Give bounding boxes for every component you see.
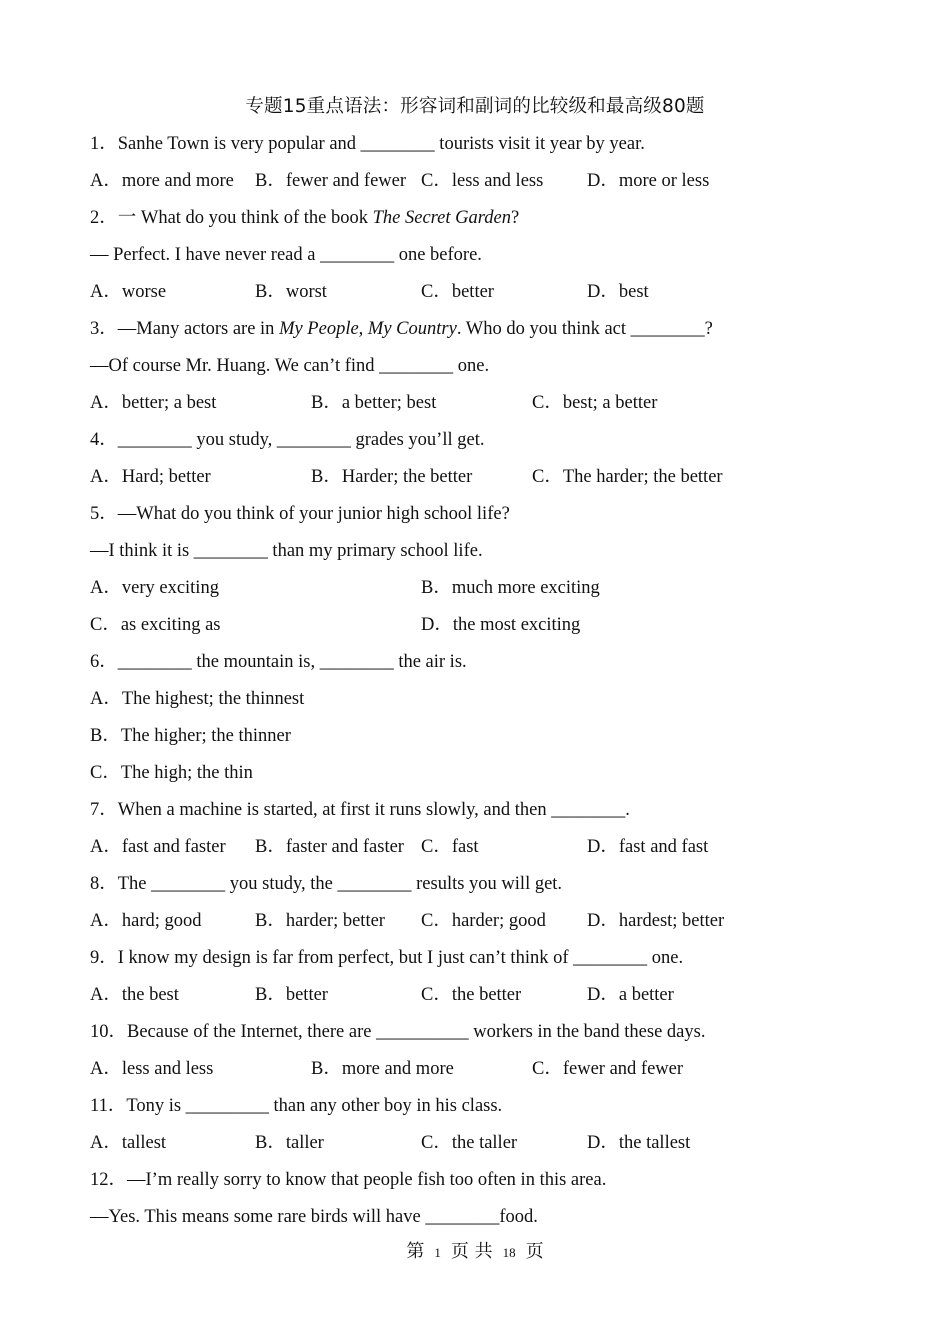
option-d: D．a better bbox=[587, 985, 674, 1005]
stem-text: 3．—Many actors are in bbox=[90, 319, 280, 339]
option-a: A．tallest bbox=[90, 1133, 167, 1153]
option-c: C．best; a better bbox=[532, 393, 658, 413]
question-stem: 8．The ________ you study, the ________ results you will get. bbox=[90, 874, 563, 894]
total-page-count: 18 bbox=[502, 1245, 516, 1260]
question-12 bbox=[90, 1167, 870, 1241]
option-b: B．more and more bbox=[311, 1059, 454, 1079]
question-stem: 1．Sanhe Town is very popular and ________ tourists visit it year by year. bbox=[90, 134, 645, 154]
movie-title: My People, My Country bbox=[279, 319, 457, 339]
question-10 bbox=[90, 1019, 870, 1093]
option-c: C．less and less bbox=[421, 171, 544, 191]
option-c: C．as exciting as bbox=[90, 615, 221, 635]
option-d: D．fast and fast bbox=[587, 837, 709, 857]
question-stem: 10．Because of the Internet, there are __________ workers in the band these days. bbox=[90, 1022, 706, 1042]
options-row bbox=[90, 612, 870, 649]
option-c: C．better bbox=[421, 282, 494, 302]
option-d: D．best bbox=[587, 282, 649, 302]
question-1 bbox=[90, 131, 870, 205]
option-a: A．The highest; the thinnest bbox=[90, 689, 305, 709]
option-d: D．the tallest bbox=[587, 1133, 691, 1153]
question-reply: — Perfect. I have never read a ________ one before. bbox=[90, 245, 482, 265]
question-9 bbox=[90, 945, 870, 1019]
option-b: B．a better; best bbox=[311, 393, 437, 413]
question-stem: 7．When a machine is started, at first it runs slowly, and then ________. bbox=[90, 800, 630, 820]
book-title: The Secret Garden bbox=[372, 208, 511, 228]
question-2 bbox=[90, 205, 870, 316]
question-stem bbox=[90, 316, 870, 353]
options-row bbox=[90, 982, 870, 1019]
stem-text: 2．一 What do you think of the book bbox=[90, 208, 373, 228]
current-page-number: 1 bbox=[434, 1245, 441, 1260]
question-7 bbox=[90, 797, 870, 871]
options-row bbox=[90, 1130, 870, 1167]
option-d: D．more or less bbox=[587, 171, 710, 191]
option-b: B．fewer and fewer bbox=[255, 171, 407, 191]
question-reply: —Of course Mr. Huang. We can’t find ________ one. bbox=[90, 356, 490, 376]
option-c: C．fewer and fewer bbox=[532, 1059, 684, 1079]
options-row bbox=[90, 908, 870, 945]
option-b: B．The higher; the thinner bbox=[90, 726, 291, 746]
option-c: C．fast bbox=[421, 837, 479, 857]
option-d: D．the most exciting bbox=[421, 615, 581, 635]
stem-text-end: ? bbox=[510, 208, 520, 228]
footer-middle: 页 共 bbox=[450, 1241, 493, 1262]
option-a: A．fast and faster bbox=[90, 837, 226, 857]
question-stem bbox=[90, 205, 870, 242]
option-a: A．hard; good bbox=[90, 911, 202, 931]
option-b: B．worst bbox=[255, 282, 327, 302]
question-stem: 5．—What do you think of your junior high school life? bbox=[90, 504, 510, 524]
option-b: B．Harder; the better bbox=[311, 467, 473, 487]
question-stem: 12．—I’m really sorry to know that people fish too often in this area. bbox=[90, 1170, 607, 1190]
question-11 bbox=[90, 1093, 870, 1167]
option-a: A．very exciting bbox=[90, 578, 219, 598]
option-b: B．much more exciting bbox=[421, 578, 600, 598]
option-c: C．The high; the thin bbox=[90, 763, 253, 783]
question-stem: 6．________ the mountain is, ________ the air is. bbox=[90, 652, 467, 672]
options-row bbox=[90, 279, 870, 316]
option-c: C．the taller bbox=[421, 1133, 518, 1153]
option-a: A．worse bbox=[90, 282, 167, 302]
option-a: A．the best bbox=[90, 985, 179, 1005]
question-6 bbox=[90, 649, 870, 797]
question-8 bbox=[90, 871, 870, 945]
question-3 bbox=[90, 316, 870, 427]
footer-prefix: 第 bbox=[406, 1241, 425, 1262]
question-stem: 4．________ you study, ________ grades you’ll get. bbox=[90, 430, 485, 450]
question-stem: 11．Tony is _________ than any other boy in his class. bbox=[90, 1096, 503, 1116]
options-row bbox=[90, 168, 870, 205]
question-stem: 9．I know my design is far from perfect, but I just can’t think of ________ one. bbox=[90, 948, 684, 968]
question-reply: —I think it is ________ than my primary school life. bbox=[90, 541, 483, 561]
question-reply: —Yes. This means some rare birds will have ________food. bbox=[90, 1207, 538, 1227]
option-c: C．The harder; the better bbox=[532, 467, 723, 487]
options-row bbox=[90, 464, 870, 501]
options-row bbox=[90, 834, 870, 871]
option-a: A．more and more bbox=[90, 171, 234, 191]
option-b: B．taller bbox=[255, 1133, 324, 1153]
options-row bbox=[90, 390, 870, 427]
stem-text-end: . Who do you think act ________? bbox=[456, 319, 713, 339]
option-a: A．better; a best bbox=[90, 393, 217, 413]
page-footer bbox=[0, 1240, 950, 1265]
option-c: C．harder; good bbox=[421, 911, 546, 931]
question-4 bbox=[90, 427, 870, 501]
option-b: B．better bbox=[255, 985, 328, 1005]
page-title: 专题15重点语法：形容词和副词的比较级和最高级80题 bbox=[245, 96, 705, 117]
option-b: B．harder; better bbox=[255, 911, 385, 931]
option-a: A．less and less bbox=[90, 1059, 214, 1079]
question-5 bbox=[90, 501, 870, 649]
option-b: B．faster and faster bbox=[255, 837, 404, 857]
option-c: C．the better bbox=[421, 985, 522, 1005]
options-row bbox=[90, 575, 870, 612]
footer-suffix: 页 bbox=[525, 1241, 544, 1262]
options-row bbox=[90, 1056, 870, 1093]
question-list bbox=[90, 131, 870, 1241]
option-a: A．Hard; better bbox=[90, 467, 211, 487]
option-d: D．hardest; better bbox=[587, 911, 725, 931]
